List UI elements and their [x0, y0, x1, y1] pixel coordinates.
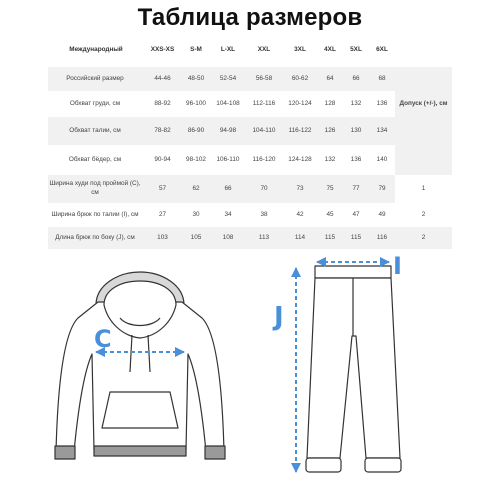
hoodie-drawing: [55, 272, 225, 459]
right-cuff: [205, 446, 225, 459]
table-cell: 96-100: [186, 99, 206, 107]
hem-ribbing: [94, 446, 186, 456]
table-cell: 79: [369, 175, 395, 203]
table-cell: 57: [144, 175, 181, 203]
header-cell: XXS-XS: [150, 45, 175, 53]
table-cell: 70: [245, 175, 283, 203]
header-cell: Международный: [69, 45, 123, 53]
table-cell: 136: [376, 99, 388, 107]
row-label: Российский размер: [48, 67, 144, 91]
table-cell: 98-102: [186, 155, 206, 163]
table-cell: 90-94: [154, 155, 171, 163]
table-cell: 30: [192, 210, 200, 218]
header-cell: XXL: [257, 45, 271, 53]
table-cell: 75: [317, 175, 343, 203]
table-cell: 49: [378, 210, 386, 218]
table-cell: 104-110: [245, 117, 283, 145]
header-cell: 3XL: [294, 45, 306, 53]
left-leg-cuff: [306, 458, 341, 472]
table-cell: 27: [158, 210, 167, 218]
pants-drawing: [306, 266, 401, 472]
table-cell: 124-128: [288, 155, 312, 163]
table-cell: 88-92: [154, 99, 171, 107]
table-cell: 66: [343, 67, 369, 91]
table-cell: 105: [181, 227, 211, 249]
table-cell: 48-50: [181, 67, 211, 91]
table-cell: 78-82: [144, 117, 181, 145]
tolerance-cell: 1: [421, 184, 426, 192]
table-cell: 38: [260, 210, 268, 218]
header-cell: L-XL: [220, 45, 236, 53]
header-cell: 5XL: [350, 45, 362, 53]
left-cuff: [55, 446, 75, 459]
table-cell: 112-116: [252, 99, 276, 107]
table-cell: 116-120: [252, 155, 276, 163]
table-cell: 114: [283, 227, 317, 249]
tolerance-cell: 2: [421, 210, 426, 218]
table-cell: 86-90: [181, 117, 211, 145]
table-cell: 66: [211, 175, 245, 203]
table-cell: 44-46: [144, 67, 181, 91]
table-cell: 62: [181, 175, 211, 203]
table-cell: 47: [352, 210, 360, 218]
table-cell: 103: [144, 227, 181, 249]
table-cell: 34: [224, 210, 232, 218]
table-cell: 128: [324, 99, 336, 107]
table-cell: 115: [317, 227, 343, 249]
row-label: Обхват бёдер, см: [68, 155, 122, 163]
table-cell: 116-122: [283, 117, 317, 145]
table-cell: 140: [376, 155, 388, 163]
table-cell: 60-62: [283, 67, 317, 91]
pants-waist-letter: I: [393, 252, 402, 280]
table-cell: 113: [245, 227, 283, 249]
pants-length-letter: J: [274, 302, 284, 332]
table-cell: 126: [317, 117, 343, 145]
table-cell: 108: [211, 227, 245, 249]
kangaroo-pocket: [102, 392, 178, 428]
row-label: Ширина худи под проймой (С), см: [48, 175, 144, 203]
header-cell: 4XL: [324, 45, 336, 53]
table-cell: 136: [350, 155, 362, 163]
page-title: Таблица размеров: [137, 4, 363, 31]
table-cell: 42: [296, 210, 304, 218]
hoodie-width-letter: C: [94, 325, 112, 353]
table-cell: 132: [324, 155, 336, 163]
table-cell: 106-110: [216, 155, 240, 163]
table-cell: 77: [343, 175, 369, 203]
table-cell: 45: [326, 210, 334, 218]
header-cell: S-M: [190, 45, 202, 53]
table-cell: 52-54: [211, 67, 245, 91]
table-cell: 120-124: [288, 99, 312, 107]
table-cell: 134: [369, 117, 395, 145]
right-leg-cuff: [365, 458, 401, 472]
waistband: [315, 266, 391, 278]
table-cell: 64: [317, 67, 343, 91]
table-cell: 115: [343, 227, 369, 249]
table-cell: 116: [369, 227, 395, 249]
tolerance-cell: 2: [395, 227, 452, 249]
table-cell: 94-98: [211, 117, 245, 145]
tolerance-header: Допуск (+/-), см: [395, 91, 452, 117]
table-cell: 132: [350, 99, 362, 107]
row-label: Ширина брюк по талии (I), см: [51, 210, 139, 218]
table-cell: 68: [369, 67, 395, 91]
table-cell: 130: [343, 117, 369, 145]
header-cell: 6XL: [376, 45, 388, 53]
row-label: Обхват талии, см: [48, 117, 144, 145]
table-cell: 73: [283, 175, 317, 203]
table-cell: 104-108: [216, 99, 240, 107]
row-label: Обхват груди, см: [69, 99, 121, 107]
row-label: Длина брюк по боку (J), см: [48, 227, 144, 249]
table-cell: 56-58: [245, 67, 283, 91]
